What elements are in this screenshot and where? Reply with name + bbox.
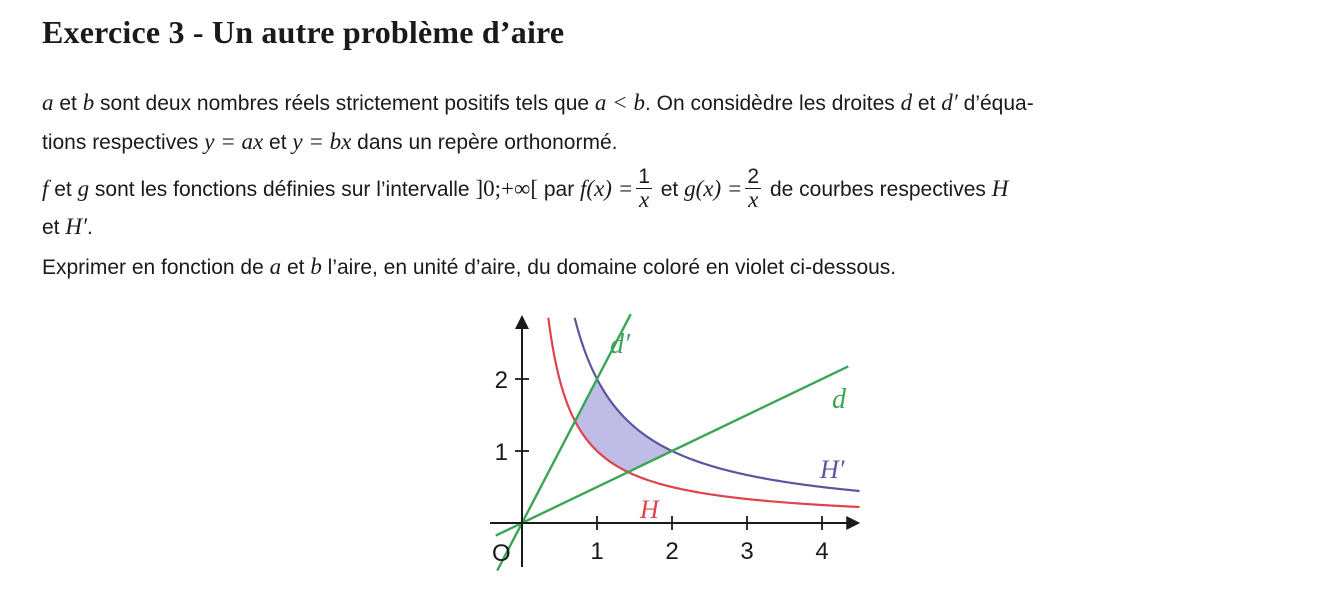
x-tick-label: 2 [665, 538, 679, 565]
text: . On considèdre les droites [644, 92, 901, 115]
x-tick-label: 1 [590, 538, 604, 565]
var-b: b [310, 254, 322, 279]
equation-d-prime: y = bx [292, 129, 352, 154]
fraction-g [745, 166, 761, 211]
curve-h-prime-symbol: H′ [65, 214, 88, 239]
text: d’équa- [957, 92, 1034, 115]
y-axis-arrow-icon [515, 315, 529, 329]
text: et [263, 131, 293, 154]
text: et [912, 92, 942, 115]
curve-h-prime-label: H′ [820, 455, 845, 484]
var-d-prime: d′ [941, 90, 958, 115]
text: sont les fonctions définies sur l’intervalle [89, 178, 476, 201]
curve-h-symbol: H [991, 176, 1009, 201]
y-tick-label: 1 [494, 439, 508, 466]
graph-svg [470, 305, 880, 585]
text: tions respectives [42, 131, 205, 154]
var-d: d [900, 90, 913, 115]
fraction-f [636, 166, 652, 211]
paragraph-line-4 [42, 213, 93, 242]
fraction-numerator: 1 [638, 164, 650, 188]
x-axis-arrow-icon [846, 516, 860, 530]
text: et [53, 92, 83, 115]
var-f: f [42, 176, 49, 201]
inequality: a < b [594, 90, 645, 115]
x-tick-label: 3 [740, 538, 754, 565]
paragraph-line-1 [42, 89, 1034, 118]
text: sont deux nombres réels strictement positifs tels que [94, 92, 595, 115]
paragraph-line-2 [42, 128, 617, 157]
y-tick-label: 2 [494, 367, 508, 394]
text: l’aire, en unité d’aire, du domaine coloré en violet ci-dessous. [321, 256, 897, 279]
x-tick-label: 4 [815, 538, 829, 565]
fraction-numerator: 2 [747, 164, 760, 188]
text: et [654, 178, 685, 201]
interval: ]0;+∞[ [475, 176, 539, 201]
g-of-x: g(x) = [684, 176, 743, 201]
text: de courbes respectives [764, 178, 992, 201]
f-of-x: f(x) = [580, 176, 634, 201]
text: et [48, 178, 78, 201]
var-b: b [82, 90, 95, 115]
var-g: g [77, 176, 90, 201]
graph-figure [470, 305, 880, 585]
equation-d: y = ax [204, 129, 264, 154]
text: . [87, 216, 93, 239]
line-d [496, 366, 849, 535]
curve-h-label: H [640, 495, 659, 524]
origin-label: O [492, 540, 511, 567]
line-d-prime-label: d′ [610, 329, 631, 360]
text: Exprimer en fonction de [42, 256, 270, 279]
text: et [281, 256, 311, 279]
paragraph-line-3 [42, 160, 1008, 219]
text: et [42, 216, 66, 239]
text: par [538, 178, 581, 201]
line-d-label: d [832, 384, 846, 415]
var-a: a [269, 254, 282, 279]
fraction-denominator: x [638, 186, 650, 212]
text: dans un repère orthonormé. [351, 131, 618, 154]
fraction-denominator: x [748, 186, 759, 212]
var-a: a [42, 90, 54, 115]
paragraph-line-5 [42, 253, 896, 282]
exercise-title: Exercice 3 - Un autre problème d’aire [42, 14, 565, 50]
